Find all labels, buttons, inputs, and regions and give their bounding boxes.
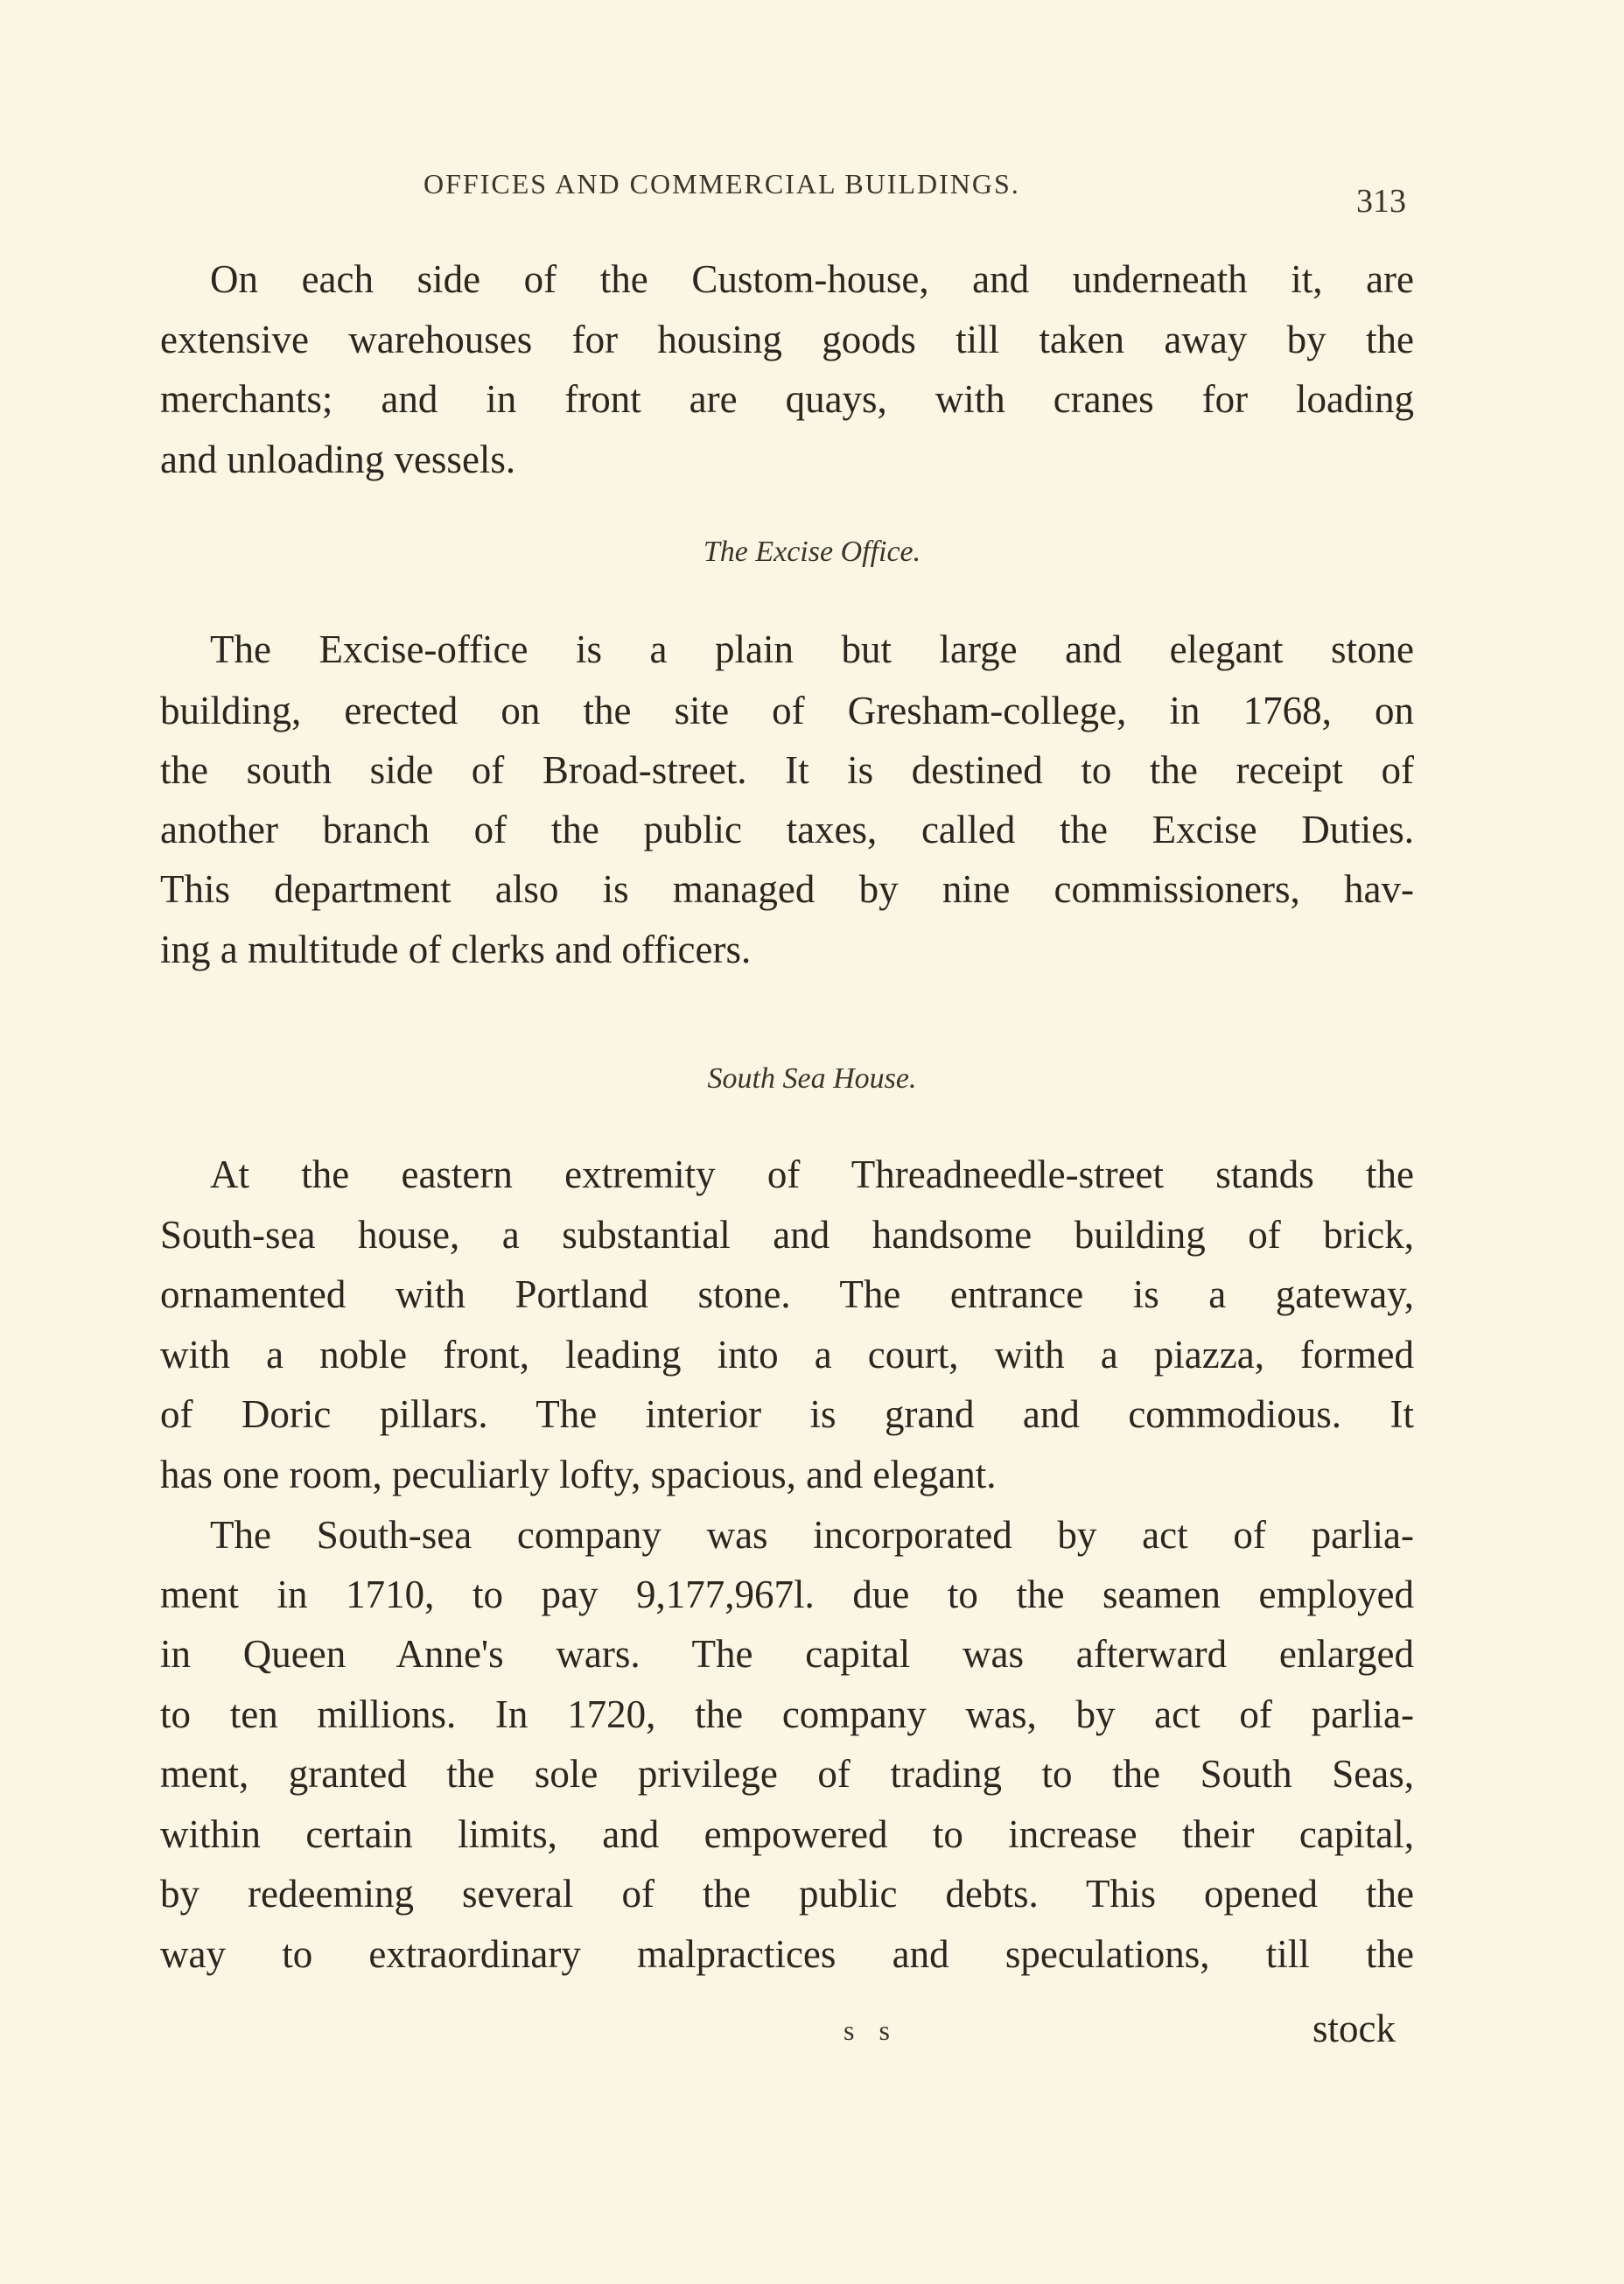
paragraph-line: ornamented with Portland stone. The entrance is a gateway, (160, 1272, 1414, 1316)
signature-mark: s s (844, 2014, 899, 2046)
paragraph-line: The Excise-office is a plain but large and elegant stone (210, 627, 1414, 671)
paragraph-line: by redeeming several of the public debts. This opened the (160, 1872, 1414, 1916)
paragraph-line: with a noble front, leading into a court, with a piazza, formed (160, 1333, 1414, 1377)
paragraph-line: extensive warehouses for housing goods till taken away by the (160, 318, 1414, 361)
page-number: 313 (1356, 183, 1406, 220)
paragraph-line: building, erected on the site of Gresham-college, in 1768, on (160, 689, 1414, 732)
paragraph-line: in Queen Anne's wars. The capital was afterward enlarged (160, 1632, 1414, 1676)
paragraph-line: of Doric pillars. The interior is grand and commodious. It (160, 1392, 1414, 1436)
paragraph-line: merchants; and in front are quays, with cranes for loading (160, 377, 1414, 421)
paragraph-line: The South-sea company was incorporated by act of parlia- (210, 1513, 1414, 1557)
paragraph-line: way to extraordinary malpractices and speculations, till the (160, 1932, 1414, 1976)
paragraph-line: South-sea house, a substantial and handsome building of brick, (160, 1213, 1414, 1257)
paragraph-line: At the eastern extremity of Threadneedle-street stands the (210, 1153, 1414, 1196)
paragraph-line: This department also is managed by nine commissioners, hav- (160, 867, 1414, 911)
section-heading-south-sea: South Sea House. (707, 1062, 917, 1095)
paragraph-line: ment in 1710, to pay 9,177,967l. due to the seamen employed (160, 1573, 1414, 1616)
paragraph-line: another branch of the public taxes, called the Excise Duties. (160, 808, 1414, 851)
paragraph-line: ment, granted the sole privilege of trading to the South Seas, (160, 1752, 1414, 1796)
paragraph-line: to ten millions. In 1720, the company was, by act of parlia- (160, 1692, 1414, 1736)
running-head-title: OFFICES AND COMMERCIAL BUILDINGS. (424, 168, 1020, 200)
paragraph-line: and unloading vessels. (160, 438, 516, 481)
paragraph-line: On each side of the Custom-house, and underneath it, are (210, 257, 1414, 301)
running-head (0, 168, 1624, 220)
paragraph-line: ing a multitude of clerks and officers. (160, 928, 752, 971)
paragraph-line: has one room, peculiarly lofty, spacious, and elegant. (160, 1453, 997, 1496)
catchword: stock (1312, 2007, 1396, 2050)
section-heading-excise: The Excise Office. (703, 536, 921, 568)
paragraph-line: within certain limits, and empowered to increase their capital, (160, 1812, 1414, 1856)
paragraph-line: the south side of Broad-street. It is destined to the receipt of (160, 748, 1414, 792)
